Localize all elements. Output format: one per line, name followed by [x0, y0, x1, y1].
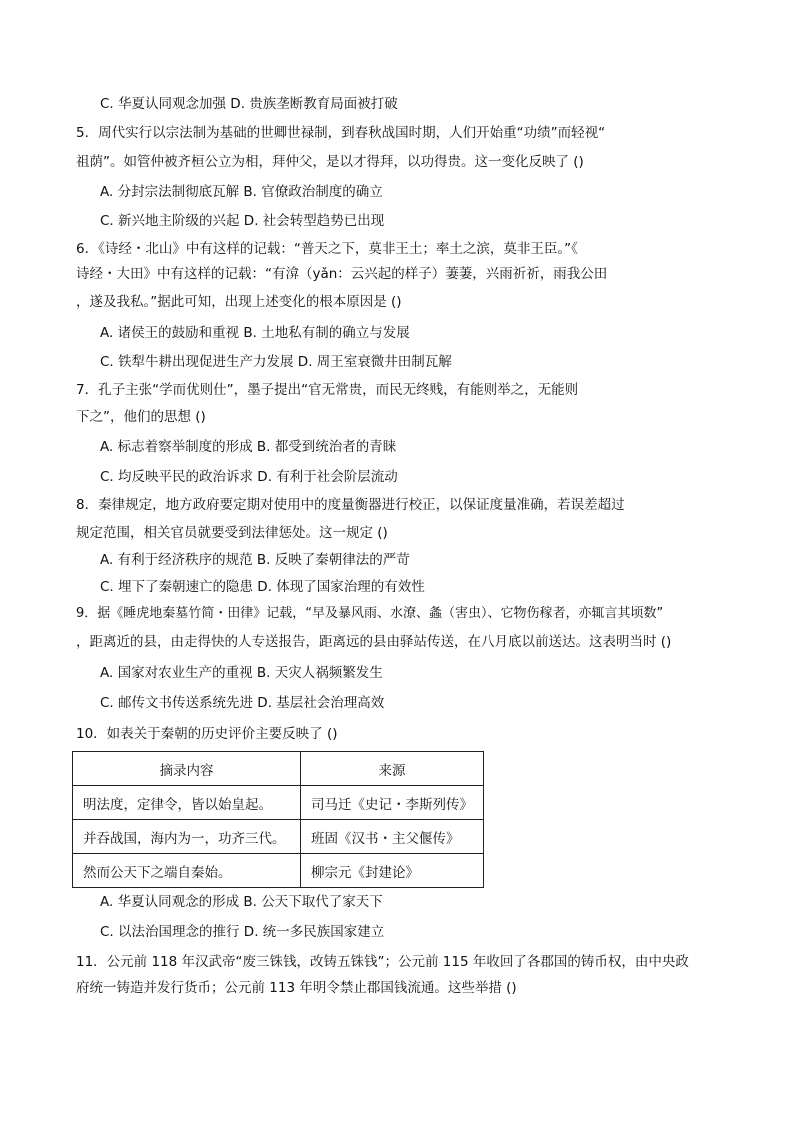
table-header-cell: 摘录内容 — [73, 752, 301, 786]
question-10-text: 10．如表关于秦朝的历史评价主要反映了 () — [76, 726, 338, 742]
table-cell-excerpt: 然而公天下之端自秦始。 — [73, 854, 301, 888]
question-6-text-cont: 诗经・大田》中有这样的记载：“有渰（yǎn：云兴起的样子）萋萋，兴雨祈祈，雨我公田 — [76, 266, 608, 282]
question-6-text: 6．《诗经・北山》中有这样的记载：“普天之下，莫非王土；率土之滨，莫非王臣。”《 — [76, 241, 578, 257]
table-cell-source: 柳宗元《封建论》 — [301, 854, 484, 888]
evaluation-table — [72, 751, 484, 888]
question-5-text: 5．周代实行以宗法制为基础的世卿世禄制，到春秋战国时期，人们开始重“功绩”而轻视“ — [76, 125, 606, 141]
question-6-text-cont: ，遂及我私。”据此可知，出现上述变化的根本原因是 () — [76, 294, 402, 310]
option-line: A. 分封宗法制彻底瓦解 B. 官僚政治制度的确立 — [100, 184, 383, 200]
table-row — [73, 854, 484, 888]
table-row — [73, 786, 484, 820]
option-line: C. 均反映平民的政治诉求 D. 有利于社会阶层流动 — [100, 469, 398, 485]
question-7-text: 7．孔子主张“学而优则仕”，墨子提出“官无常贵，而民无终贱，有能则举之，无能则 — [76, 382, 579, 398]
option-line: A. 有利于经济秩序的规范 B. 反映了秦朝律法的严苛 — [100, 552, 410, 568]
question-7-text-cont: 下之”，他们的思想 () — [76, 409, 206, 425]
option-line: C. 新兴地主阶级的兴起 D. 社会转型趋势已出现 — [100, 213, 385, 229]
option-line: C. 华夏认同观念加强 D. 贵族垄断教育局面被打破 — [100, 96, 398, 112]
table-cell-excerpt: 明法度，定律令，皆以始皇起。 — [73, 786, 301, 820]
option-line: A. 国家对农业生产的重视 B. 天灾人祸频繁发生 — [100, 665, 383, 681]
table-cell-excerpt: 并吞战国，海内为一，功齐三代。 — [73, 820, 301, 854]
question-5-text-cont: 祖荫”。如管仲被齐桓公立为相，拜仲父，是以才得拜，以功得贵。这一变化反映了 () — [76, 154, 584, 170]
question-8-text: 8．秦律规定，地方政府要定期对使用中的度量衡器进行校正，以保证度量准确，若误差超过 — [76, 497, 625, 513]
option-line: A. 诸侯王的鼓励和重视 B. 土地私有制的确立与发展 — [100, 325, 410, 341]
table-cell-source: 班固《汉书・主父偃传》 — [301, 820, 484, 854]
table-row — [73, 820, 484, 854]
question-11-text-cont: 府统一铸造并发行货币；公元前 113 年明令禁止郡国钱流通。这些举措 () — [76, 980, 517, 996]
option-line: A. 华夏认同观念的形成 B. 公天下取代了家天下 — [100, 894, 383, 910]
table-header-row — [73, 752, 484, 786]
table-header-cell: 来源 — [301, 752, 484, 786]
question-9-text: 9．据《睡虎地秦墓竹简・田律》记载，“早及暴风雨、水潦、螽（害虫）、它物伤稼者，亦辄言其顷数” — [76, 606, 664, 621]
option-line: C. 埋下了秦朝速亡的隐患 D. 体现了国家治理的有效性 — [100, 579, 425, 595]
question-8-text-cont: 规定范围，相关官员就要受到法律惩处。这一规定 () — [76, 525, 388, 541]
question-9-text-cont: ，距离近的县，由走得快的人专送报告，距离远的县由驿站传送，在八月底以前送达。这表明当时 () — [76, 634, 672, 650]
question-11-text: 11．公元前 118 年汉武帝“废三铢钱，改铸五铢钱”；公元前 115 年收回了各郡国的铸币权，由中央政 — [76, 954, 689, 970]
option-line: C. 邮传文书传送系统先进 D. 基层社会治理高效 — [100, 695, 385, 711]
option-line: C. 铁犁牛耕出现促进生产力发展 D. 周王室衰微井田制瓦解 — [100, 354, 452, 370]
table-cell-source: 司马迁《史记・李斯列传》 — [301, 786, 484, 820]
option-line: A. 标志着察举制度的形成 B. 都受到统治者的青睐 — [100, 439, 397, 455]
option-line: C. 以法治国理念的推行 D. 统一多民族国家建立 — [100, 924, 385, 940]
